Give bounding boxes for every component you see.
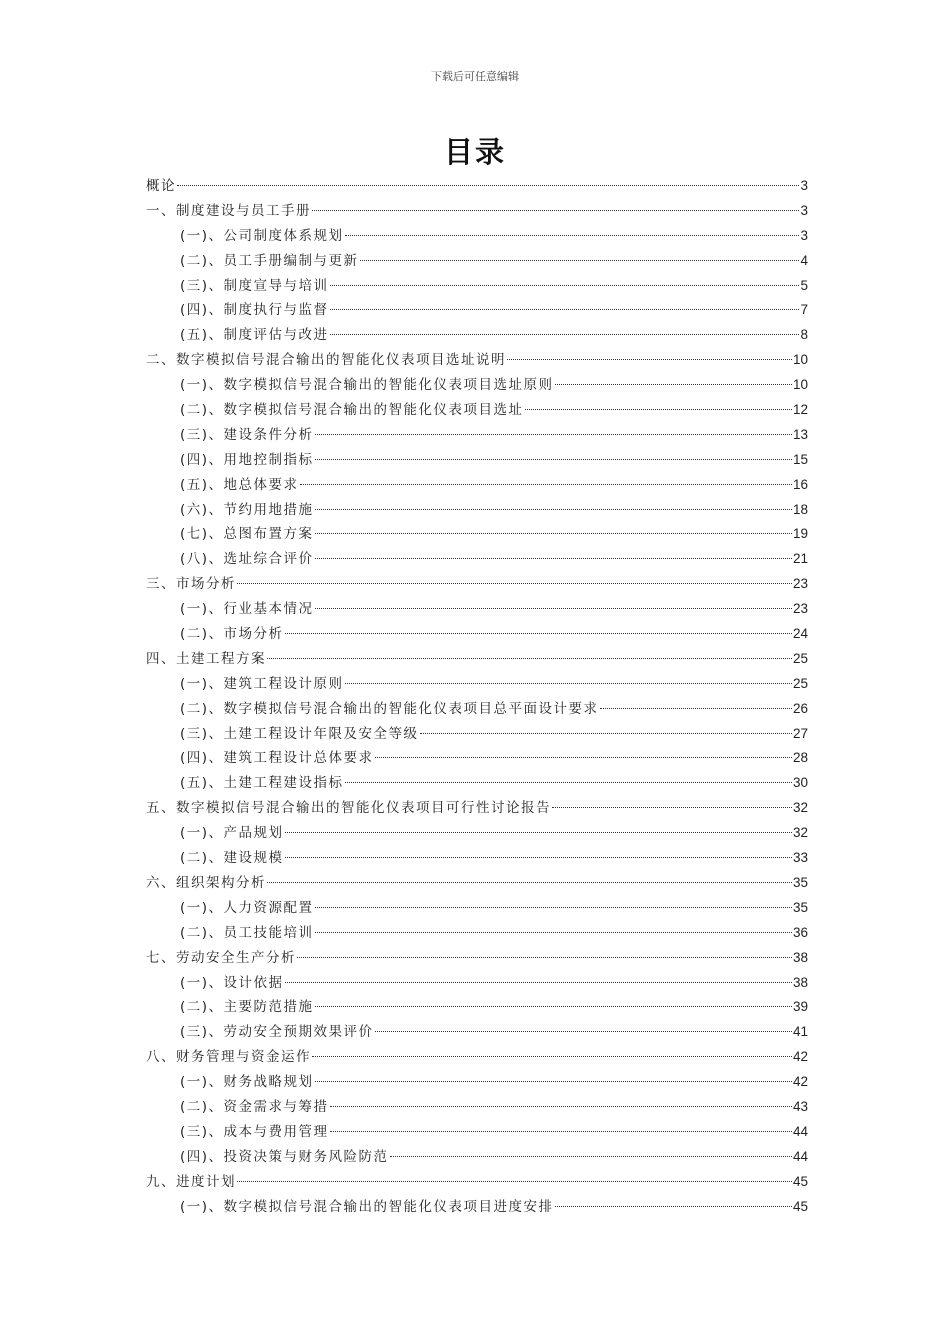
toc-page-number: 3 <box>800 178 808 193</box>
toc-page-number: 32 <box>792 800 808 816</box>
toc-page-number: 10 <box>792 352 808 368</box>
toc-section-entry[interactable] <box>146 498 808 523</box>
toc-entry-text: (五)、制度评估与改进 <box>180 327 329 344</box>
toc-entry-text: (五)、土建工程建设指标 <box>180 775 344 792</box>
toc-page-number: 28 <box>792 750 808 766</box>
dot-leader <box>330 285 800 286</box>
dot-leader <box>375 757 792 758</box>
toc-page-number: 42 <box>792 1074 808 1090</box>
dot-leader <box>315 533 792 534</box>
dot-leader <box>300 484 792 485</box>
dot-leader <box>285 832 792 833</box>
toc-chapter-entry[interactable] <box>146 946 808 971</box>
toc-page-number: 41 <box>792 1024 808 1040</box>
toc-page-number: 35 <box>792 899 808 915</box>
toc-chapter-entry[interactable] <box>146 871 808 896</box>
toc-section-entry[interactable] <box>146 821 808 846</box>
toc-entry-text: (三)、成本与费用管理 <box>180 1123 329 1140</box>
toc-entry-text: (一)、行业基本情况 <box>180 601 314 618</box>
toc-section-entry[interactable] <box>146 547 808 572</box>
dot-leader <box>315 907 792 908</box>
toc-entry-text: 五、数字模拟信号混合输出的智能化仪表项目可行性讨论报告 <box>146 800 551 817</box>
dot-leader <box>237 1181 792 1182</box>
toc-chapter-entry[interactable] <box>146 348 808 373</box>
dot-leader <box>297 957 792 958</box>
toc-page-number: 21 <box>792 551 808 567</box>
dot-leader <box>315 509 792 510</box>
dot-leader <box>285 982 792 983</box>
dot-leader <box>507 359 792 360</box>
toc-page-number: 44 <box>792 1148 808 1164</box>
toc-section-entry[interactable] <box>146 398 808 423</box>
dot-leader <box>360 260 800 261</box>
toc-entry-text: (一)、人力资源配置 <box>180 899 314 916</box>
dot-leader <box>267 658 792 659</box>
toc-entry-text: (四)、制度执行与监督 <box>180 302 329 319</box>
toc-entry-text: 概论 <box>146 178 176 194</box>
toc-section-entry[interactable] <box>146 473 808 498</box>
dot-leader <box>267 882 792 883</box>
toc-page-number: 12 <box>792 402 808 418</box>
toc-section-entry[interactable] <box>146 722 808 747</box>
toc-section-entry[interactable] <box>146 995 808 1020</box>
toc-page-number: 4 <box>800 252 808 268</box>
toc-entry-text: (七)、总图布置方案 <box>180 526 314 543</box>
page-title: 目录 <box>443 135 506 169</box>
dot-leader <box>315 608 792 609</box>
toc-entry-text: 七、劳动安全生产分析 <box>146 949 296 966</box>
dot-leader <box>315 1081 792 1082</box>
toc-page-number: 5 <box>800 277 808 293</box>
toc-page-number: 44 <box>792 1123 808 1139</box>
toc-entry-text: (二)、市场分析 <box>180 626 284 643</box>
toc-section-entry[interactable] <box>146 896 808 921</box>
toc-entry-text: (三)、土建工程设计年限及安全等级 <box>180 725 419 742</box>
toc-page-number: 42 <box>792 1049 808 1065</box>
dot-leader <box>420 733 792 734</box>
dot-leader <box>330 309 800 310</box>
toc-chapter-entry[interactable] <box>146 1045 808 1070</box>
toc-chapter-entry[interactable] <box>146 174 808 199</box>
dot-leader <box>525 409 792 410</box>
toc-section-entry[interactable] <box>146 971 808 996</box>
toc-page-number: 24 <box>792 626 808 642</box>
toc-page-number: 35 <box>792 874 808 890</box>
toc-entry-text: (六)、节约用地措施 <box>180 501 314 518</box>
toc-entry-text: (八)、选址综合评价 <box>180 551 314 568</box>
toc-entry-text: (四)、投资决策与财务风险防范 <box>180 1148 389 1165</box>
toc-chapter-entry[interactable] <box>146 572 808 597</box>
toc-section-entry[interactable] <box>146 298 808 323</box>
toc-page-number: 23 <box>792 576 808 592</box>
toc-section-entry[interactable] <box>146 921 808 946</box>
toc-entry-text: (二)、建设规模 <box>180 850 284 867</box>
toc-entry-text: 八、财务管理与资金运作 <box>146 1049 311 1066</box>
toc-section-entry[interactable] <box>146 249 808 274</box>
toc-entry-text: (二)、员工技能培训 <box>180 924 314 941</box>
toc-section-entry[interactable] <box>146 522 808 547</box>
toc-section-entry[interactable] <box>146 1195 808 1220</box>
toc-page-number: 27 <box>792 725 808 741</box>
toc-page-number: 32 <box>792 825 808 841</box>
dot-leader <box>177 185 799 186</box>
dot-leader <box>315 1006 792 1007</box>
toc-entry-text: (四)、用地控制指标 <box>180 451 314 468</box>
header-note: 下载后可任意编辑 <box>431 70 519 83</box>
dot-leader <box>345 782 792 783</box>
toc-entry-text: (二)、资金需求与筹措 <box>180 1098 329 1115</box>
toc-entry-text: (二)、主要防范措施 <box>180 999 314 1016</box>
dot-leader <box>552 807 792 808</box>
toc-chapter-entry[interactable] <box>146 1170 808 1195</box>
toc-page-number: 16 <box>792 476 808 492</box>
toc-chapter-entry[interactable] <box>146 199 808 224</box>
toc-entry-text: (四)、建筑工程设计总体要求 <box>180 750 374 767</box>
toc-section-entry[interactable] <box>146 697 808 722</box>
toc-entry-text: 二、数字模拟信号混合输出的智能化仪表项目选址说明 <box>146 352 506 369</box>
dot-leader <box>330 1131 792 1132</box>
toc-section-entry[interactable] <box>146 1020 808 1045</box>
toc-entry-text: (五)、地总体要求 <box>180 476 299 493</box>
toc-section-entry[interactable] <box>146 597 808 622</box>
toc-section-entry[interactable] <box>146 1145 808 1170</box>
dot-leader <box>390 1156 792 1157</box>
toc-section-entry[interactable] <box>146 224 808 249</box>
toc-page-number: 19 <box>792 526 808 542</box>
dot-leader <box>315 434 792 435</box>
toc-section-entry[interactable] <box>146 423 808 448</box>
dot-leader <box>315 932 792 933</box>
dot-leader <box>285 857 792 858</box>
toc-entry-text: (一)、数字模拟信号混合输出的智能化仪表项目进度安排 <box>180 1198 554 1215</box>
toc-entry-text: 六、组织架构分析 <box>146 874 266 891</box>
toc-section-entry[interactable] <box>146 323 808 348</box>
toc-page-number: 8 <box>800 327 808 343</box>
toc-chapter-entry[interactable] <box>146 796 808 821</box>
toc-page-number: 43 <box>792 1098 808 1114</box>
toc-page-number: 18 <box>792 501 808 517</box>
toc-entry-text: (一)、数字模拟信号混合输出的智能化仪表项目选址原则 <box>180 377 554 394</box>
toc-page-number: 39 <box>792 999 808 1015</box>
dot-leader <box>315 558 792 559</box>
toc-section-entry[interactable] <box>146 1070 808 1095</box>
toc-page-number: 25 <box>792 675 808 691</box>
toc-entry-text: (二)、员工手册编制与更新 <box>180 252 359 269</box>
toc-section-entry[interactable] <box>146 274 808 299</box>
dot-leader <box>555 384 792 385</box>
toc-section-entry[interactable] <box>146 373 808 398</box>
toc-page-number: 25 <box>792 650 808 666</box>
toc-page-number: 26 <box>792 700 808 716</box>
table-of-contents <box>146 174 808 1219</box>
dot-leader <box>315 459 792 460</box>
toc-entry-text: (一)、财务战略规划 <box>180 1074 314 1091</box>
toc-page-number: 45 <box>792 1173 808 1189</box>
dot-leader <box>375 1031 792 1032</box>
dot-leader <box>285 633 792 634</box>
toc-entry-text: 四、土建工程方案 <box>146 650 266 667</box>
dot-leader <box>237 583 792 584</box>
toc-entry-text: (一)、产品规划 <box>180 825 284 842</box>
toc-page-number: 15 <box>792 451 808 467</box>
dot-leader <box>312 1056 792 1057</box>
dot-leader <box>345 235 800 236</box>
toc-section-entry[interactable] <box>146 672 808 697</box>
toc-entry-text: (二)、数字模拟信号混合输出的智能化仪表项目总平面设计要求 <box>180 700 599 717</box>
toc-page-number: 45 <box>792 1198 808 1214</box>
toc-entry-text: (三)、制度宣导与培训 <box>180 277 329 294</box>
toc-page-number: 3 <box>800 202 808 218</box>
toc-entry-text: 一、制度建设与员工手册 <box>146 202 311 219</box>
toc-section-entry[interactable] <box>146 448 808 473</box>
toc-section-entry[interactable] <box>146 1120 808 1145</box>
toc-entry-text: (一)、设计依据 <box>180 974 284 991</box>
toc-page-number: 38 <box>792 974 808 990</box>
toc-page-number: 7 <box>800 302 808 318</box>
toc-page-number: 33 <box>792 850 808 866</box>
toc-entry-text: (一)、建筑工程设计原则 <box>180 675 344 692</box>
toc-page-number: 36 <box>792 924 808 940</box>
toc-page-number: 38 <box>792 949 808 965</box>
toc-entry-text: 三、市场分析 <box>146 576 236 593</box>
dot-leader <box>330 1106 792 1107</box>
toc-page-number: 13 <box>792 426 808 442</box>
dot-leader <box>555 1206 792 1207</box>
dot-leader <box>312 210 799 211</box>
dot-leader <box>600 708 792 709</box>
toc-section-entry[interactable] <box>146 771 808 796</box>
toc-page-number: 30 <box>792 775 808 791</box>
toc-entry-text: (二)、数字模拟信号混合输出的智能化仪表项目选址 <box>180 402 524 419</box>
toc-page-number: 23 <box>792 601 808 617</box>
toc-entry-text: (一)、公司制度体系规划 <box>180 227 344 244</box>
toc-page-number: 3 <box>800 227 808 243</box>
toc-section-entry[interactable] <box>146 846 808 871</box>
toc-section-entry[interactable] <box>146 1095 808 1120</box>
toc-page-number: 10 <box>792 377 808 393</box>
dot-leader <box>330 334 800 335</box>
toc-section-entry[interactable] <box>146 622 808 647</box>
dot-leader <box>345 683 792 684</box>
toc-entry-text: 九、进度计划 <box>146 1173 236 1190</box>
toc-entry-text: (三)、建设条件分析 <box>180 426 314 443</box>
toc-section-entry[interactable] <box>146 746 808 771</box>
toc-entry-text: (三)、劳动安全预期效果评价 <box>180 1024 374 1041</box>
toc-chapter-entry[interactable] <box>146 647 808 672</box>
